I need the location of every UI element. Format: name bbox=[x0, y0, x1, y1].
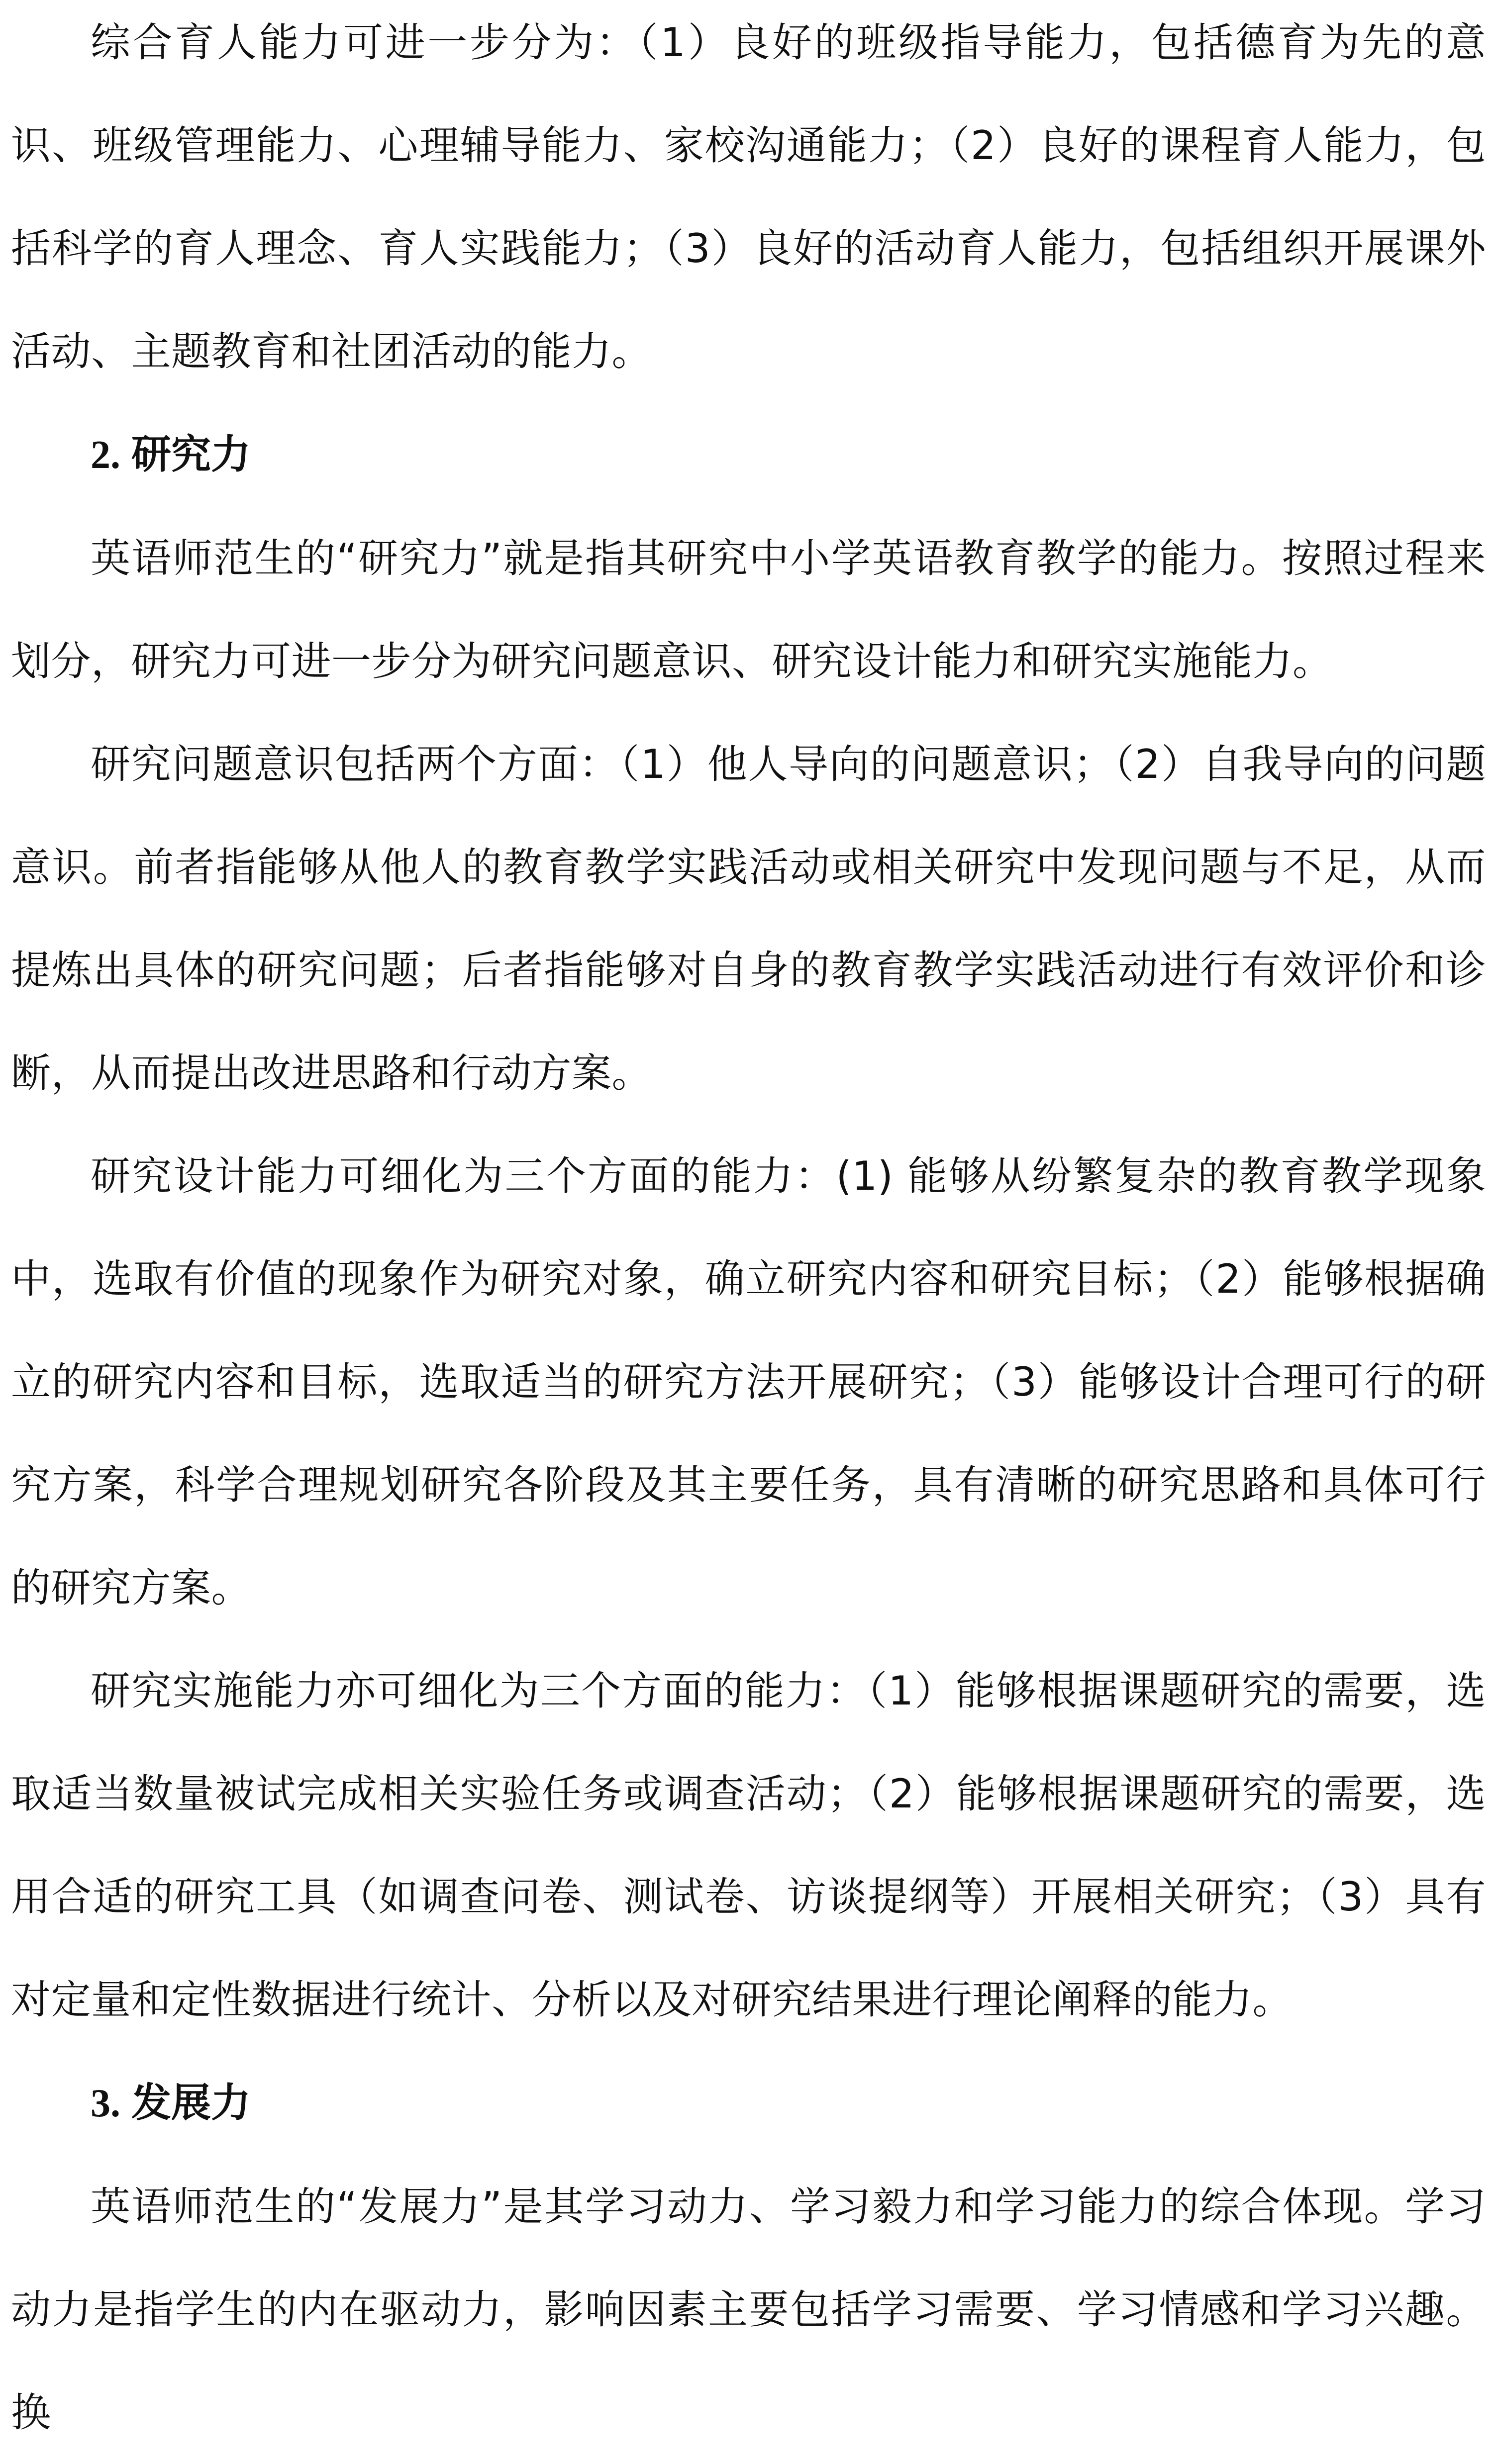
paragraph-research-problem-awareness: 研究问题意识包括两个方面：（1）他人导向的问题意识；（2）自我导向的问题意识。前者指能够从他人的教育教学实践活动或相关研究中发现问题与不足，从而提炼出具体的研究问题；后者指能够对自身的教育教学实践活动进行有效评价和诊断，从而提出改进思路和行动方案。 bbox=[11, 741, 1486, 1096]
paragraph-research-definition: 英语师范生的“研究力”就是指其研究中小学英语教育教学的能力。按照过程来划分，研究力可进一步分为研究问题意识、研究设计能力和研究实施能力。 bbox=[11, 535, 1486, 684]
section-heading-development bbox=[11, 2051, 1486, 2155]
document-page bbox=[11, 0, 1486, 2464]
paragraph-comprehensive-education: 综合育人能力可进一步分为：（1）良好的班级指导能力，包括德育为先的意识、班级管理能力、心理辅导能力、家校沟通能力；（2）良好的课程育人能力，包括科学的育人理念、育人实践能力；（3）良好的活动育人能力，包括组织开展课外活动、主题教育和社团活动的能力。 bbox=[11, 19, 1486, 375]
section-title: 研究力 bbox=[131, 431, 251, 477]
paragraph-development-definition: 英语师范生的“发展力”是其学习动力、学习毅力和学习能力的综合体现。学习动力是指学生的内在驱动力，影响因素主要包括学习需要、学习情感和学习兴趣。换 bbox=[11, 2183, 1486, 2436]
section-heading-research bbox=[11, 403, 1486, 507]
section-title: 发展力 bbox=[131, 2079, 251, 2126]
section-number: 3. bbox=[91, 2082, 120, 2125]
section-number: 2. bbox=[91, 433, 120, 477]
paragraph-research-design: 研究设计能力可细化为三个方面的能力：(1) 能够从纷繁复杂的教育教学现象中，选取有价值的现象作为研究对象，确立研究内容和研究目标；（2）能够根据确立的研究内容和目标，选取适当的研究方法开展研究；（3）能够设计合理可行的研究方案，科学合理规划研究各阶段及其主要任务，具有清晰的研究思路和具体可行的研究方案。 bbox=[11, 1153, 1486, 1611]
paragraph-research-implementation: 研究实施能力亦可细化为三个方面的能力：（1）能够根据课题研究的需要，选取适当数量被试完成相关实验任务或调查活动；（2）能够根据课题研究的需要，选用合适的研究工具（如调查问卷、测试卷、访谈提纲等）开展相关研究；（3）具有对定量和定性数据进行统计、分析以及对研究结果进行理论阐释的能力。 bbox=[11, 1668, 1486, 2023]
